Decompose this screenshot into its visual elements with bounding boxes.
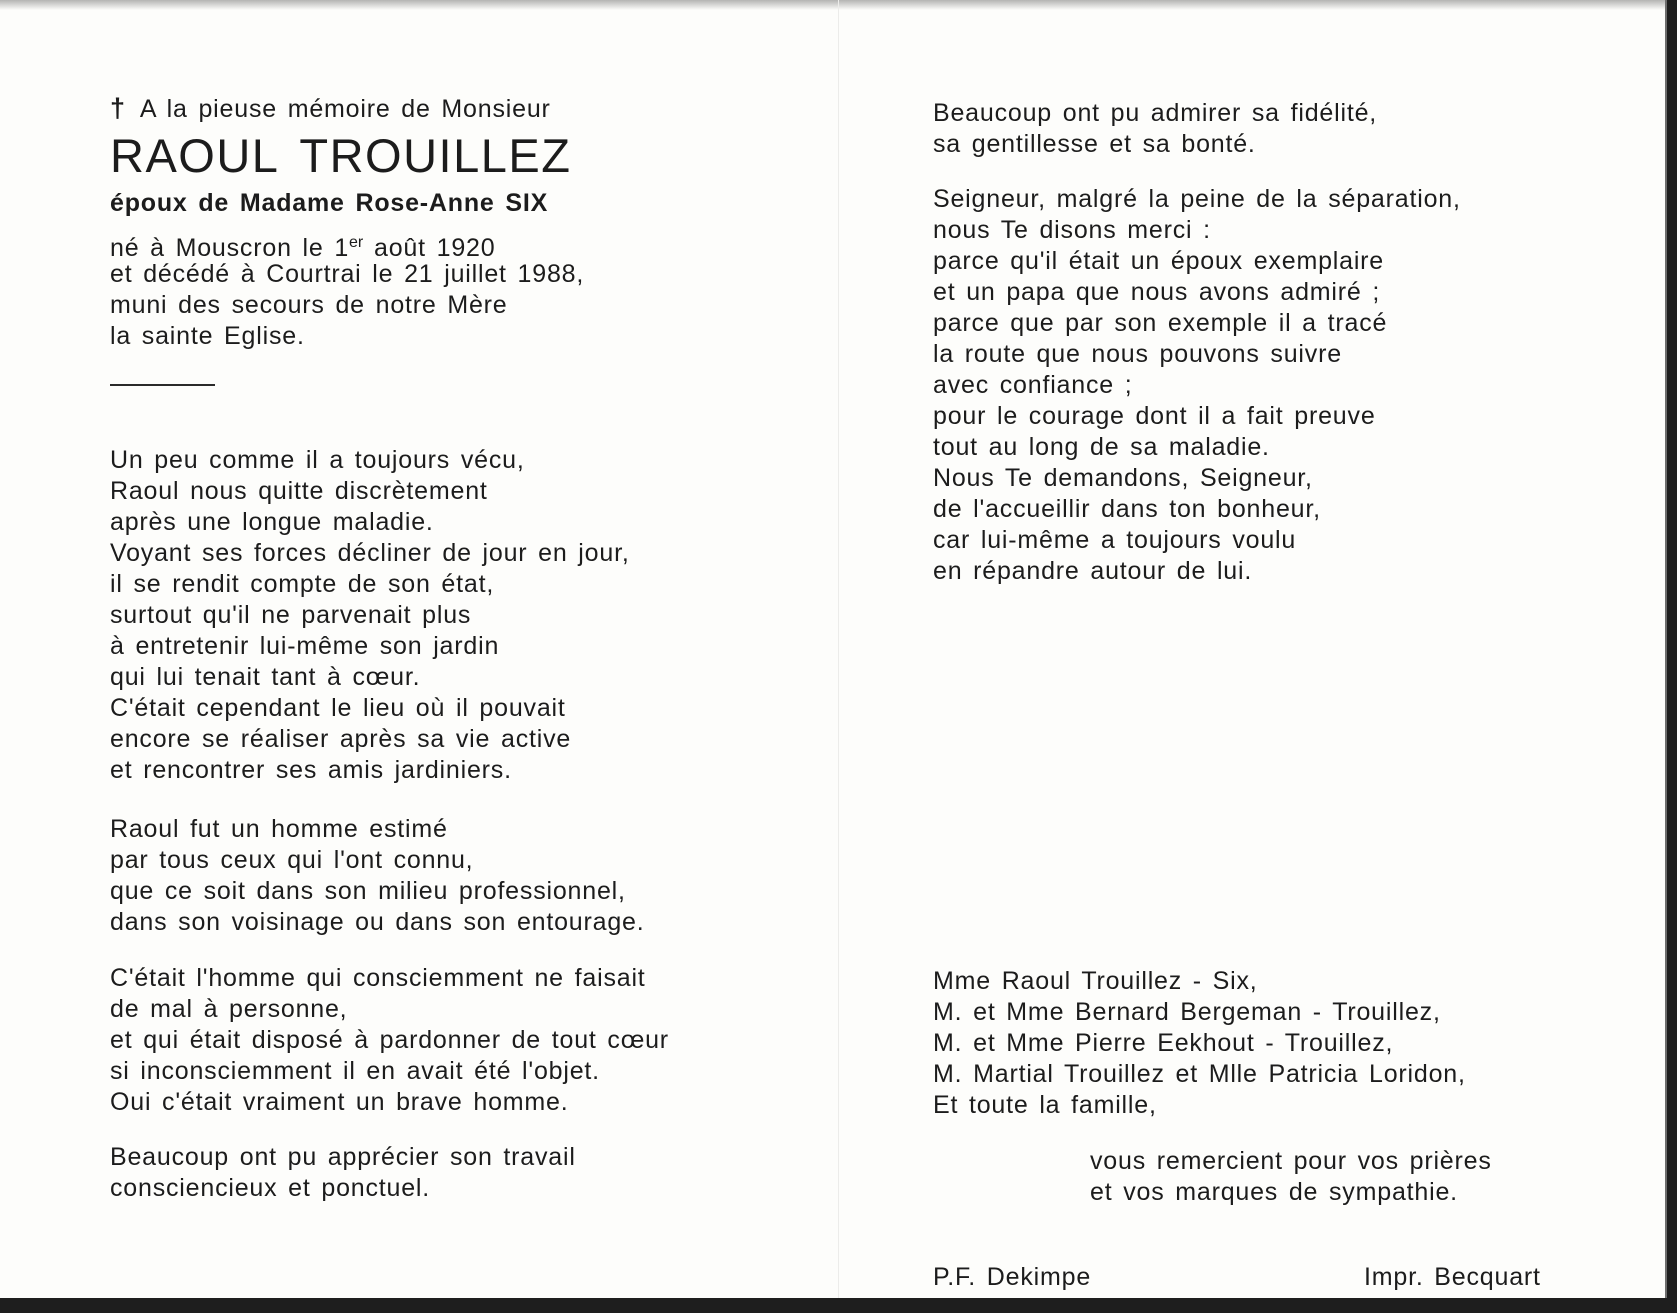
poem-line: de mal à personne, (110, 995, 348, 1023)
detail-line: muni des secours de notre Mère (110, 291, 508, 319)
detail-line: la sainte Eglise. (110, 322, 305, 350)
poem-line: Voyant ses forces décliner de jour en jour, (110, 539, 630, 567)
birth-line (110, 228, 495, 263)
prayer-line: Seigneur, malgré la peine de la séparation, (933, 185, 1461, 213)
funeral-home: P.F. Dekimpe (933, 1263, 1092, 1291)
poem-line: si inconsciemment il en avait été l'objet. (110, 1057, 600, 1085)
prayer-line: nous Te disons merci : (933, 216, 1211, 244)
poem-line: C'était cependant le lieu où il pouvait (110, 694, 566, 722)
prayer-line: parce que par son exemple il a tracé (933, 309, 1388, 337)
poem-line: C'était l'homme qui consciemment ne faisait (110, 964, 646, 992)
poem-line: sa gentillesse et sa bonté. (933, 130, 1256, 158)
deceased-name: RAOUL TROUILLEZ (110, 129, 572, 182)
poem-line: consciencieux et ponctuel. (110, 1174, 431, 1202)
poem-line: il se rendit compte de son état, (110, 570, 495, 598)
poem-line: qui lui tenait tant à cœur. (110, 663, 421, 691)
prayer-line: et un papa que nous avons admiré ; (933, 278, 1381, 306)
poem-line: Beaucoup ont pu admirer sa fidélité, (933, 99, 1378, 127)
detail-line: et décédé à Courtrai le 21 juillet 1988, (110, 260, 585, 288)
scan-shadow (0, 0, 1665, 10)
card-fold (838, 0, 839, 1298)
thanks-line: et vos marques de sympathie. (1090, 1178, 1458, 1206)
birth-sup: er (349, 234, 364, 251)
family-line: M. Martial Trouillez et Mlle Patricia Loridon, (933, 1060, 1466, 1088)
family-line: Mme Raoul Trouillez - Six, (933, 967, 1258, 995)
poem-line: et rencontrer ses amis jardiniers. (110, 756, 512, 784)
poem-line: Raoul nous quitte discrètement (110, 477, 488, 505)
prayer-line: de l'accueillir dans ton bonheur, (933, 495, 1321, 523)
divider (110, 384, 215, 386)
prayer-line: parce qu'il était un époux exemplaire (933, 247, 1385, 275)
poem-line: Oui c'était vraiment un brave homme. (110, 1088, 569, 1116)
poem-line: encore se réaliser après sa vie active (110, 725, 572, 753)
thanks-line: vous remercient pour vos prières (1090, 1147, 1492, 1175)
poem-line: après une longue maladie. (110, 508, 434, 536)
poem-line: que ce soit dans son milieu professionnel, (110, 877, 626, 905)
intro-text: A la pieuse mémoire de Monsieur (139, 95, 551, 123)
family-line: Et toute la famille, (933, 1091, 1157, 1119)
birth-prefix: né à Mouscron le 1 (110, 234, 350, 262)
poem-line: Raoul fut un homme estimé (110, 815, 448, 843)
prayer-line: Nous Te demandons, Seigneur, (933, 464, 1313, 492)
poem-line: Beaucoup ont pu apprécier son travail (110, 1143, 576, 1171)
prayer-line: car lui-même a toujours voulu (933, 526, 1297, 554)
poem-line: surtout qu'il ne parvenait plus (110, 601, 472, 629)
family-line: M. et Mme Bernard Bergeman - Trouillez, (933, 998, 1441, 1026)
poem-line: par tous ceux qui l'ont connu, (110, 846, 474, 874)
poem-line: Un peu comme il a toujours vécu, (110, 446, 525, 474)
poem-line: et qui était disposé à pardonner de tout cœur (110, 1026, 669, 1054)
poem-line: dans son voisinage ou dans son entourage. (110, 908, 645, 936)
prayer-line: pour le courage dont il a fait preuve (933, 402, 1376, 430)
prayer-line: tout au long de sa maladie. (933, 433, 1270, 461)
prayer-line: avec confiance ; (933, 371, 1133, 399)
birth-suffix: août 1920 (363, 234, 496, 262)
cross-icon: † (110, 93, 126, 123)
intro-line (110, 93, 551, 124)
poem-line: à entretenir lui-même son jardin (110, 632, 500, 660)
prayer-line: en répandre autour de lui. (933, 557, 1253, 585)
spouse-line: époux de Madame Rose-Anne SIX (110, 189, 549, 217)
printer-credit: Impr. Becquart (1364, 1263, 1541, 1291)
family-line: M. et Mme Pierre Eekhout - Trouillez, (933, 1029, 1394, 1057)
prayer-line: la route que nous pouvons suivre (933, 340, 1342, 368)
